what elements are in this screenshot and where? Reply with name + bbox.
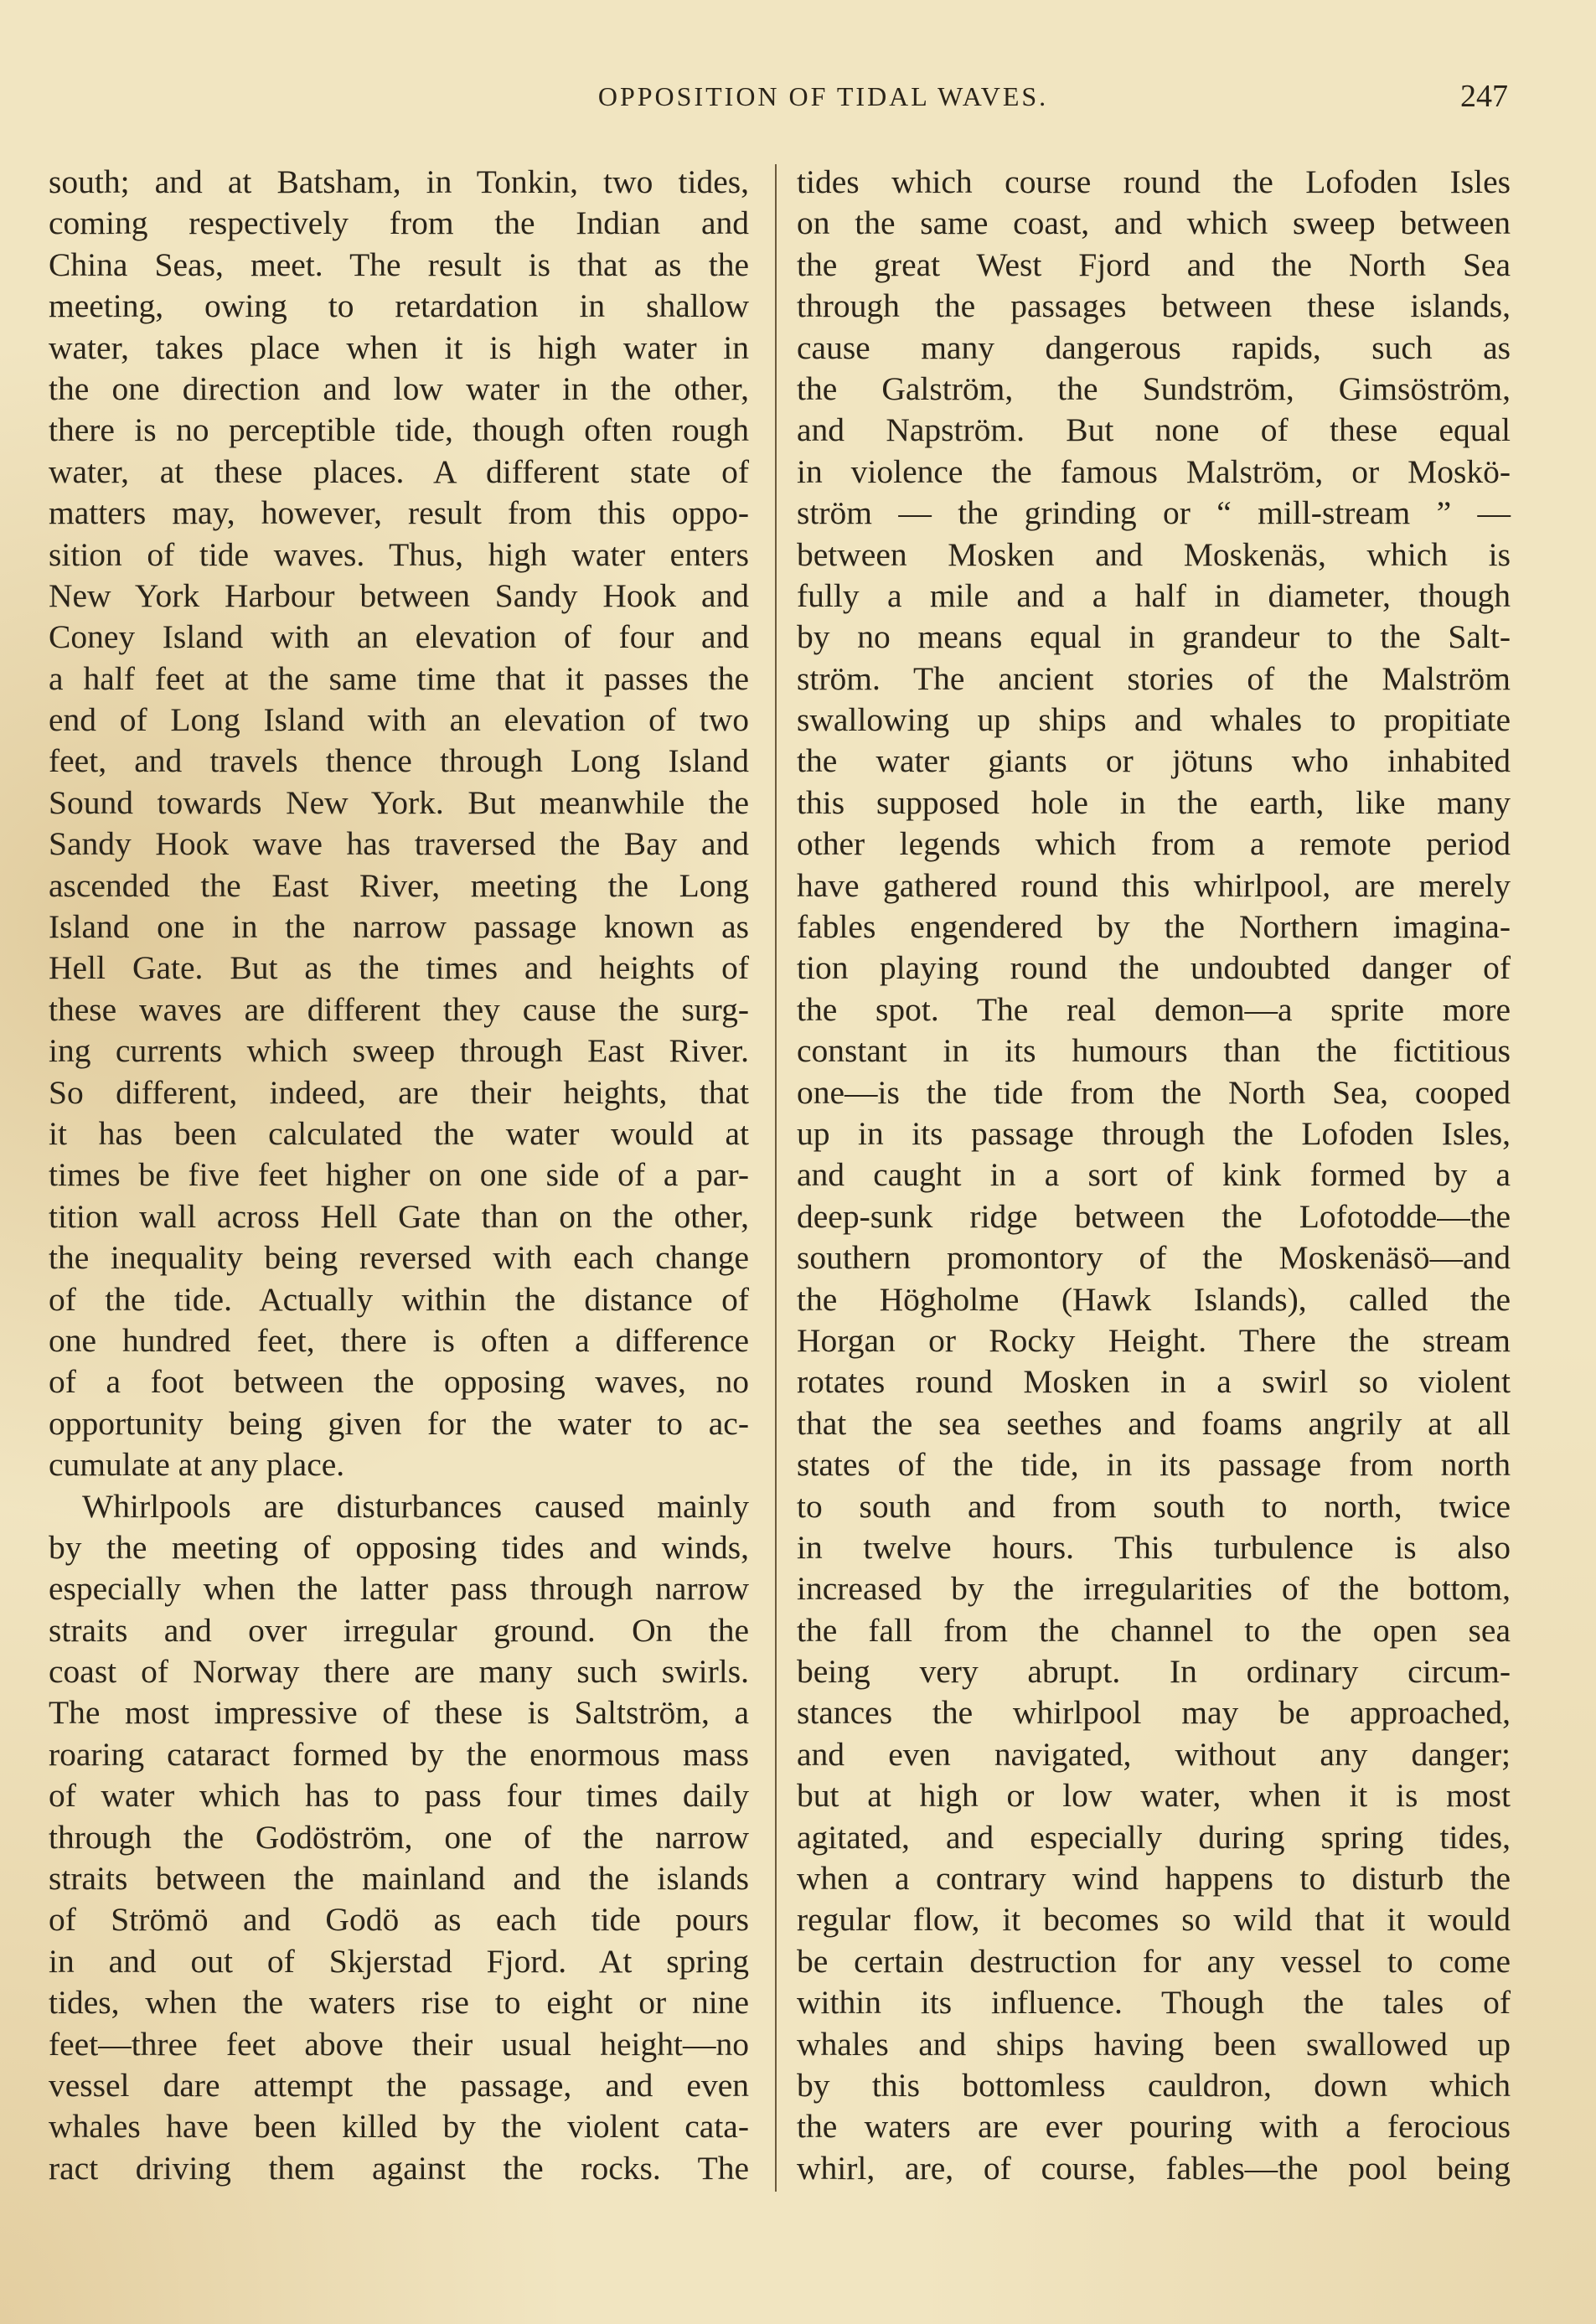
text-line: there is no perceptible tide, though often rough: [49, 411, 749, 449]
text-line: the great West Fjord and the North Sea: [797, 245, 1511, 283]
text-line: one—is the tide from the North Sea, cooped: [797, 1073, 1511, 1111]
text-line: ström — the grinding or “ mill-stream ” —: [797, 494, 1511, 532]
text-line: states of the tide, in its passage from north: [797, 1446, 1511, 1484]
text-line: deep-sunk ridge between the Lofotodde—the: [797, 1197, 1511, 1235]
text-line: in twelve hours. This turbulence is also: [797, 1528, 1511, 1566]
page-number: 247: [1460, 79, 1508, 114]
column-divider: [775, 164, 777, 2192]
text-line: being very abrupt. In ordinary circum-: [797, 1653, 1511, 1691]
text-line: cumulate at any place.: [49, 1446, 345, 1484]
text-line: these waves are different they cause the surg-: [49, 990, 749, 1028]
text-line: the one direction and low water in the other,: [49, 369, 749, 407]
text-line: cause many dangerous rapids, such as: [797, 328, 1511, 366]
text-line: to south and from south to north, twice: [797, 1487, 1511, 1525]
text-line: swallowing up ships and whales to propitiate: [797, 701, 1511, 739]
text-line: within its influence. Though the tales of: [797, 1984, 1511, 2022]
text-line: the Högholme (Hawk Islands), called the: [797, 1280, 1511, 1318]
text-line: but at high or low water, when it is most: [797, 1777, 1511, 1815]
text-line: fables engendered by the Northern imagina-: [797, 908, 1511, 946]
text-line: roaring cataract formed by the enormous mass: [49, 1735, 749, 1773]
text-line: stances the whirlpool may be approached,: [797, 1694, 1511, 1732]
text-line: this supposed hole in the earth, like many: [797, 783, 1511, 821]
text-line: of a foot between the opposing waves, no: [49, 1363, 749, 1401]
text-line: on the same coast, and which sweep between: [797, 204, 1511, 242]
text-line: Horgan or Rocky Height. There the stream: [797, 1321, 1511, 1359]
text-line: especially when the latter pass through narrow: [49, 1570, 749, 1608]
text-line: whales have been killed by the violent cata-: [49, 2108, 749, 2146]
text-line: ström. The ancient stories of the Malström: [797, 659, 1511, 697]
text-line: through the passages between these islands,: [797, 287, 1511, 325]
text-line: through the Godöström, one of the narrow: [49, 1818, 749, 1856]
text-line: Coney Island with an elevation of four and: [49, 618, 749, 656]
text-line: have gathered round this whirlpool, are merely: [797, 866, 1511, 904]
text-line: times be five feet higher on one side of a par-: [49, 1156, 749, 1194]
text-line: Sandy Hook wave has traversed the Bay and: [49, 825, 749, 863]
text-line: rotates round Mosken in a swirl so violent: [797, 1363, 1511, 1401]
text-line: meeting, owing to retardation in shallow: [49, 287, 749, 325]
text-line: agitated, and especially during spring tides,: [797, 1818, 1511, 1856]
text-line: Hell Gate. But as the times and heights of: [49, 949, 749, 987]
text-line: in and out of Skjerstad Fjord. At spring: [49, 1942, 749, 1980]
text-line: straits between the mainland and the islands: [49, 1860, 749, 1898]
paragraph-start-line: Whirlpools are disturbances caused mainly: [82, 1487, 749, 1525]
text-line: whirl, are, of course, fables—the pool being: [797, 2149, 1511, 2187]
text-line: fully a mile and a half in diameter, though: [797, 576, 1511, 614]
text-line: feet—three feet above their usual height—no: [49, 2025, 749, 2063]
text-line: matters may, however, result from this oppo-: [49, 494, 749, 532]
text-line: a half feet at the same time that it passes the: [49, 659, 749, 697]
page-header: [0, 81, 1596, 121]
text-line: coast of Norway there are many such swirls.: [49, 1653, 749, 1691]
text-line: end of Long Island with an elevation of two: [49, 701, 749, 739]
text-line: be certain destruction for any vessel to come: [797, 1942, 1511, 1980]
text-line: water, at these places. A different state of: [49, 452, 749, 490]
text-line: of the tide. Actually within the distance of: [49, 1280, 749, 1318]
text-line: of water which has to pass four times daily: [49, 1777, 749, 1815]
text-line: and Napström. But none of these equal: [797, 411, 1511, 449]
text-line: feet, and travels thence through Long Island: [49, 742, 749, 780]
text-line: by this bottomless cauldron, down which: [797, 2066, 1511, 2104]
text-line: and caught in a sort of kink formed by a: [797, 1156, 1511, 1194]
text-line: between Mosken and Moskenäs, which is: [797, 535, 1511, 573]
text-line: when a contrary wind happens to disturb the: [797, 1860, 1511, 1898]
text-line: opportunity being given for the water to ac-: [49, 1404, 749, 1442]
text-line: the fall from the channel to the open sea: [797, 1611, 1511, 1649]
text-line: Island one in the narrow passage known as: [49, 908, 749, 946]
text-line: the Galström, the Sundström, Gimsöström,: [797, 369, 1511, 407]
text-line: in violence the famous Malström, or Moskö-: [797, 452, 1511, 490]
right-column: [797, 162, 1511, 2189]
text-line: water, takes place when it is high water in: [49, 328, 749, 366]
text-line: ascended the East River, meeting the Long: [49, 866, 749, 904]
text-line: other legends which from a remote period: [797, 825, 1511, 863]
text-line: New York Harbour between Sandy Hook and: [49, 576, 749, 614]
text-line: by the meeting of opposing tides and winds,: [49, 1528, 749, 1566]
text-line: vessel dare attempt the passage, and even: [49, 2066, 749, 2104]
text-line: it has been calculated the water would at: [49, 1114, 749, 1152]
text-line: and even navigated, without any danger;: [797, 1735, 1511, 1773]
text-line: the waters are ever pouring with a ferocious: [797, 2108, 1511, 2146]
text-line: Sound towards New York. But meanwhile the: [49, 783, 749, 821]
text-line: tides, when the waters rise to eight or nine: [49, 1984, 749, 2022]
text-line: tion playing round the undoubted danger of: [797, 949, 1511, 987]
text-line: that the sea seethes and foams angrily at all: [797, 1404, 1511, 1442]
running-title: OPPOSITION OF TIDAL WAVES.: [597, 81, 1049, 111]
text-line: tides which course round the Lofoden Isles: [797, 163, 1511, 200]
text-line: So different, indeed, are their heights, that: [49, 1073, 749, 1111]
text-line: increased by the irregularities of the bottom,: [797, 1570, 1511, 1608]
text-line: The most impressive of these is Saltström, a: [49, 1694, 749, 1732]
text-line: straits and over irregular ground. On the: [49, 1611, 749, 1649]
text-line: by no means equal in grandeur to the Salt-: [797, 618, 1511, 656]
text-line: whales and ships having been swallowed up: [797, 2025, 1511, 2063]
text-line: sition of tide waves. Thus, high water enters: [49, 535, 749, 573]
text-line: regular flow, it becomes so wild that it would: [797, 1901, 1511, 1939]
text-line: China Seas, meet. The result is that as the: [49, 245, 749, 283]
text-line: the water giants or jötuns who inhabited: [797, 742, 1511, 780]
text-line: coming respectively from the Indian and: [49, 204, 749, 242]
text-line: ing currents which sweep through East River.: [49, 1032, 749, 1070]
text-line: the spot. The real demon—a sprite more: [797, 990, 1511, 1028]
text-line: ract driving them against the rocks. The: [49, 2149, 749, 2187]
text-line: the inequality being reversed with each change: [49, 1239, 749, 1277]
text-line: constant in its humours than the fictitious: [797, 1032, 1511, 1070]
text-line: tition wall across Hell Gate than on the other,: [49, 1197, 749, 1235]
text-line: of Strömö and Godö as each tide pours: [49, 1901, 749, 1939]
text-line: southern promontory of the Moskenäsö—and: [797, 1239, 1511, 1277]
text-line: up in its passage through the Lofoden Isles,: [797, 1114, 1511, 1152]
left-column: [49, 162, 749, 2189]
text-line: one hundred feet, there is often a difference: [49, 1321, 749, 1359]
text-line: south; and at Batsham, in Tonkin, two tides,: [49, 163, 749, 200]
